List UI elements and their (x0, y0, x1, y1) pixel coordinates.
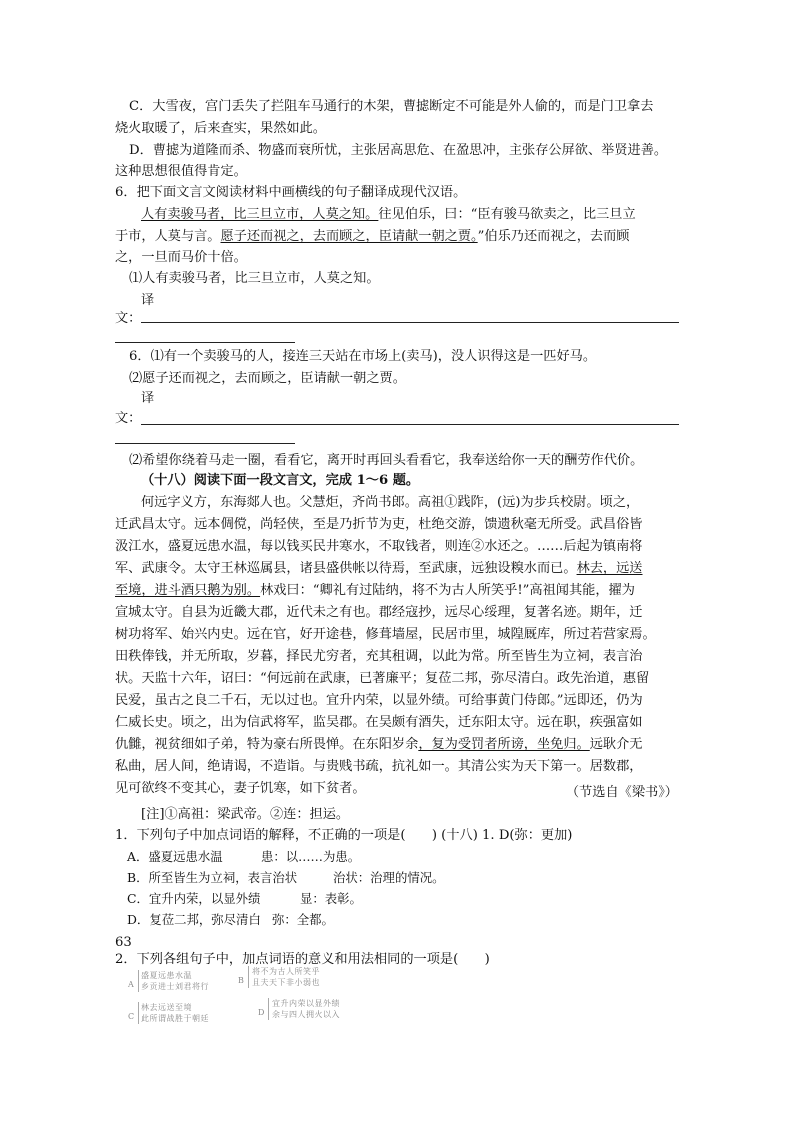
answer-line (115, 443, 295, 444)
translate-label-wen: 文： (115, 311, 142, 326)
underlined-sentence-1: 人有卖骏马者，比三旦立市，人莫之知。 (141, 207, 379, 222)
passage-line (115, 560, 643, 578)
answer-line (141, 322, 679, 323)
mcq2-option-a-line2: 乡贡进士刘君将行 (141, 982, 209, 991)
passage-line: 树功将军、始兴内史。远在官，好开途巷，修葺墙屋，民居市里，城隍厩库，所过若营家焉。 (115, 627, 656, 642)
mcq1-option-b-gloss: 治状：治理的情况。 (333, 870, 445, 885)
mcq2-option-c-line2: 此所谓战胜于朝廷 (141, 1014, 209, 1023)
translate-label: 译 (141, 391, 155, 406)
passage-line: 何远字义方，东海郯人也。父慧炬，齐尚书郎。高祖①践阼，(远)为步兵校尉。顷之， (141, 495, 640, 510)
bracket (248, 966, 249, 988)
mcq2-stem: 2．下列各组句子中，加点词语的意义和用法相同的一项是( ) (115, 952, 490, 967)
translate-label: 译 (141, 293, 155, 308)
q6-passage-line1 (141, 206, 636, 224)
passage-line (115, 582, 635, 600)
mcq2-option-b-label: B (238, 976, 244, 985)
q5-option-d-line2: 这种思想很值得肯定。 (115, 164, 247, 179)
mcq1-option-a-gloss: 患：以……为患。 (261, 849, 361, 864)
bracket (138, 1002, 139, 1024)
underlined-sentence: ，复为受罚者所谤，坐免归。 (418, 737, 590, 752)
mcq1-stem: 1．下列句子中加点词语的解释，不正确的一项是( ) (十八) 1. D(弥：更加) (115, 828, 573, 843)
q6-answer-2: ⑵希望你绕着马走一圈，看看它，离开时再回头看看它，我奉送给你一天的酬劳作代价。 (129, 453, 644, 468)
passage-text: 仇雠，视贫细如子弟，特为豪右所畏惮。在东阳岁余 (115, 737, 419, 752)
mcq2-option-d-line1: 宜升内荣以显外绩 (272, 999, 340, 1008)
passage-text: 于市，人莫与言。 (115, 229, 221, 244)
passage-line: 见可欲终不变其心，妻子饥寒，如下贫者。 (115, 781, 366, 796)
mcq1-option-d: D．复莅二邦，弥尽清白 (127, 912, 261, 927)
bracket (268, 998, 269, 1020)
mcq1-option-c-gloss: 显：表彰。 (300, 891, 362, 906)
option-text: A．盛夏远患水温 (127, 849, 223, 864)
mcq2-option-c-line1: 林去远送至境 (141, 1003, 192, 1012)
source-citation: （节选自《梁书》） (565, 785, 678, 800)
q5-option-c-line1: C．大雪夜，宫门丢失了拦阻车马通行的木架，曹摅断定不可能是外人偷的，而是门卫拿去 (129, 99, 654, 114)
q6-prompt: 6．把下面文言文阅读材料中画横线的句子翻译成现代汉语。 (115, 185, 467, 200)
mcq1-option-c: C．宜升内荣，以显外绩 (127, 891, 261, 906)
mcq2-option-a-label: A (128, 980, 134, 989)
passage-line (115, 736, 643, 754)
q6-subquestion-1: ⑴人有卖骏马者，比三旦立市，人莫之知。 (129, 271, 380, 286)
passage-line: 汲江水，盛夏远患水温，每以钱买民井寒水，不取钱者，则连②水还之。……后起为镇南将 (115, 539, 643, 554)
underlined-sentence-2: 愿子还而视之，去而顾之，臣请献一朝之贾。 (220, 229, 478, 244)
q6-passage-line3: 之，一旦而马价十倍。 (115, 250, 247, 265)
mcq1-option-d-gloss: 弥：全都。 (272, 912, 334, 927)
mcq2-option-a-line1: 盛夏远患水温 (141, 971, 192, 980)
mcq2-option-c-label: C (128, 1012, 135, 1021)
passage-line: 私曲，居人间，绝请谒，不造诣。与贵贱书疏，抗礼如一。其清公实为天下第一。居数郡， (115, 759, 643, 774)
mcq1-option-a (127, 848, 223, 866)
bracket (138, 970, 139, 992)
q5-option-c-line2: 烧火取暖了，后来查实，果然如此。 (115, 121, 326, 136)
passage-text: ”伯乐乃还而视之，去而顾 (477, 229, 630, 244)
annotation-note: [注]①高祖：梁武帝。②连：担运。 (141, 807, 350, 822)
mcq2-option-b-line2: 且夫天下非小弱也 (252, 978, 320, 987)
q5-option-d-line1: D．曹摅为道隆而杀、物盛而衰所忧，主张居高思危、在盈思冲，主张存公屏欲、举贤进善。 (129, 143, 668, 158)
mcq2-option-b-line1: 将不为古人所笑乎 (252, 967, 320, 976)
underlined-sentence: 林去，远送 (576, 561, 643, 576)
passage-text: 林戏曰：“卿礼有过陆纳，将不为古人所笑乎!”高祖闻其能，擢为 (260, 583, 635, 598)
mcq1-option-b: B．所至皆生为立祠，表言治状 (127, 870, 298, 885)
page-number: 63 (115, 935, 132, 950)
underlined-sentence: 至境，进斗酒只鹅为别。 (115, 583, 261, 598)
section-18-heading: （十八）阅读下面一段文言文，完成 1～6 题。 (141, 473, 420, 488)
q6-passage-line2 (115, 228, 629, 246)
translate-label-wen: 文： (115, 411, 142, 426)
passage-line: 田秩俸钱，并无所取，岁暮，择民尤穷者，充其租调，以此为常。所至皆生为立祠，表言治 (115, 649, 643, 664)
passage-line: 宣城太守。自县为近畿大郡，近代未之有也。郡经寇抄，远尽心绥理，复著名迹。期年，迁 (115, 605, 643, 620)
passage-text: 军、武康令。太守王林巡属县，诸县盛供帐以待焉，至武康，远独设糗水而已。 (115, 561, 577, 576)
q6-subquestion-2: ⑵愿子还而视之，去而顾之，臣请献一朝之贾。 (129, 371, 406, 386)
passage-line: 迁武昌太守。远本倜傥，尚轻侠，至是乃折节为吏，杜绝交游，馈遗秋毫无所受。武昌俗皆 (115, 517, 643, 532)
mcq2-option-d-label: D (258, 1008, 265, 1017)
passage-line: 仁威长史。顷之，出为信武将军，监吴郡。在吴颇有酒失，迁东阳太守。远在职，疾强富如 (115, 715, 643, 730)
passage-text: 远耿介无 (589, 737, 643, 752)
answer-line (141, 424, 679, 425)
q6-answer-1: 6．⑴有一个卖骏马的人，接连三天站在市场上(卖马)，没人识得这是一匹好马。 (129, 349, 597, 364)
passage-text: 往见伯乐，曰：“臣有骏马欲卖之，比三旦立 (378, 207, 636, 222)
mcq2-option-d-line2: 余与四人拥火以入 (272, 1010, 340, 1019)
passage-line: 状。天监十六年，诏曰：“何远前在武康，已著廉平；复莅二邦，弥尽清白。政先治道，惠留 (115, 671, 650, 686)
answer-line (115, 342, 295, 343)
passage-line: 民爱，虽古之良二千石，无以过也。宜升内荣，以显外绩。可给事黄门侍郎。”远即还，仍为 (115, 693, 643, 708)
